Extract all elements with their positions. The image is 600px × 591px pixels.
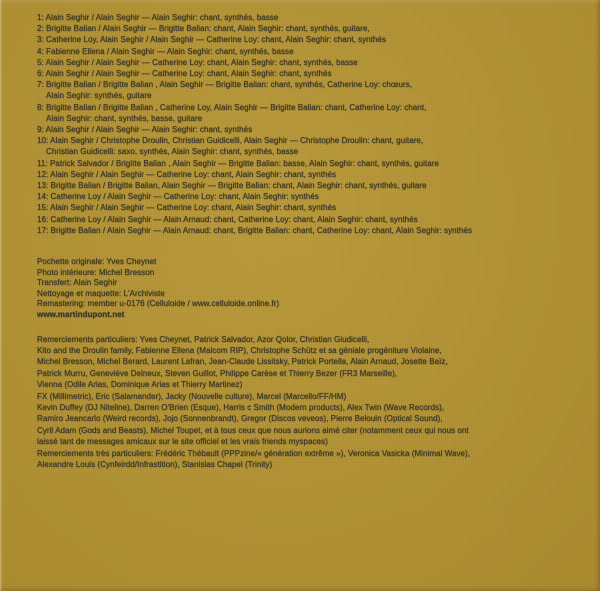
production-credit-line: Pochette originale: Yves Cheynet	[37, 257, 157, 267]
thanks-line-continuation: laissé tant de messages amicaux sur le site officiel et les vrais friends myspaces)	[37, 437, 328, 447]
track-credit-line: 10: Alain Seghir / Christophe Droulin, Christian Guidicelli, Alain Seghir — Christophe Droulin: chant, guitare,	[37, 136, 424, 146]
thanks-line: Vienna (Odile Arias, Dominique Arias et Thierry Martinez)	[37, 380, 243, 390]
thanks-line: Kevin Duffey (DJ Niteline), Darren O'Brien (Esque), Harris c Smith (Modern products), Alex Twin (Wave Records),	[37, 403, 445, 413]
production-credits	[37, 257, 600, 321]
track-credit-line: 17: Brigitte Balian / Alain Seghir — Alain Arnaud: chant, Brigitte Balian: chant, Catherine Loy: chant, Alain Seghir: synthés	[37, 225, 472, 235]
production-credit-line: Nettoyage et maquette: L'Archiviste	[37, 288, 165, 298]
track-credit-line: 8: Brigitte Balian / Brigitte Balian , Catherine Loy, Alain Seghir — Brigitte Balian: chant, Catherine Loy: chant,	[37, 102, 427, 112]
production-credit-line: Remastering: member u-0176 (Celluloide / www.celluloide.online.fr)	[37, 299, 280, 309]
thanks-line: FX (Millimetric), Eric (Salamander), Jacky (Nouvelle culture), Marcel (Marcello/FF/HM)	[37, 391, 347, 401]
track-credit-line: 5: Alain Seghir / Alain Seghir — Catherine Loy: chant, Alain Seghir: chant, synthés, basse	[37, 57, 358, 67]
track-credit-line: 15: Alain Seghir / Alain Seghir — Catherine Loy: chant, Alain Seghir: chant, synthés	[37, 203, 337, 213]
track-credit-line: 1: Alain Seghir / Alain Seghir — Alain Seghir: chant, synthés, basse	[37, 13, 279, 22]
track-credit-line: 12: Alain Seghir / Alain Seghir — Catherine Loy: chant, Alain Seghir: chant, synthés	[37, 169, 337, 179]
thanks-line: Michel Bresson, Michel Berard, Laurent Lafran, Jean-Claude Lissitsky, Patrick Portella, Alain Arnaud, Josette Baïz,	[37, 357, 448, 367]
thanks-line: Remerciements très particuliers: Frédéric Thébault (PPPzine/« génération extrême »), Veronica Vasicka (Minimal Wave),	[37, 448, 470, 458]
production-credit-line: Photo intérieure: Michel Bresson	[37, 267, 155, 277]
track-credit-line: 3: Catherine Loy, Alain Seghir / Alain Seghir — Catherine Loy: chant, Alain Seghir: chant, synthés	[37, 35, 386, 45]
thanks-line: Ramiro Jeancarlo (Weird records), Jojo (Sonnenbrandt), Gregor (Discos veveos), Pierre Belouin (Optical Sound),	[37, 414, 443, 424]
track-credit-line: 7: Brigitte Balian / Brigitte Balian , Alain Seghir — Brigitte Balian: chant, synthés, Catherine Loy: chœurs,	[37, 80, 412, 90]
thanks-credits	[37, 334, 600, 471]
tracklist	[37, 12, 600, 236]
track-credit-line: 6: Alain Seghir / Alain Seghir — Catherine Loy: chant, Alain Seghir: chant, synthés	[37, 69, 332, 79]
track-credit-line-continuation: Alain Seghir: chant, synthés, basse, guitare	[46, 113, 203, 123]
thanks-line: Alexandre Louis (Cynfeirdd/Infrastition), Stanislas Chapel (Trinity)	[37, 460, 273, 470]
thanks-line: Patrick Murru, Geneviève Delneux, Steven Guillot, Philippe Carèse et Thierry Bezer (FR3 Marseille),	[37, 368, 398, 378]
track-credit-line: 13: Brigitte Balian / Brigitte Balian, Alain Seghir — Brigitte Balian: chant, Alain Seghir: chant, synthés, guitare	[37, 181, 427, 191]
track-credit-line: 11: Patrick Salvador / Brigitte Balian , Alain Seghir — Brigitte Balian: basse, Alain Seghir: chant, synthés, guitare	[37, 158, 439, 168]
track-credit-line: 9: Alain Seghir / Alain Seghir — Alain Seghir: chant, synthés	[37, 125, 253, 135]
track-credit-line: 16: Catherine Loy / Alain Seghir — Alain Arnaud: chant, Catherine Loy: chant, Alain Seghir: chant, synthés	[37, 214, 418, 224]
track-credit-line: 2: Brigitte Balian / Alain Seghir — Brigitte Balian: chant, Alain Seghir: chant, synthés, guitare,	[37, 24, 370, 34]
track-credit-line: 14: Catherine Loy / Alain Seghir — Catherine Loy: chant, Alain Seghir: synthés	[37, 192, 319, 202]
thanks-line: Cyril Adam (Gods and Beasts), Michel Toupet, et à tous ceux que nous aurions aimé citer (notamment ceux qui nous ont	[37, 425, 469, 435]
track-credit-line-continuation: Christian Guidicelli: saxo, synthés, Alain Seghir: chant, synthés, basse	[46, 147, 299, 157]
thanks-line: Remerciements particuliers: Yves Cheynet, Patrick Salvador, Azor Qolor, Christian Giudicelli,	[37, 334, 370, 344]
track-credit-line: 4: Fabienne Ellena / Alain Seghir — Alain Seghir: chant, synthés, basse	[37, 46, 294, 56]
thanks-line: Kito and the Droulin family, Fabienne Ellena (Malcom RIP), Christophe Schütz et sa géniale progéniture Violaine,	[37, 346, 442, 356]
website-text: www.martindupont.net	[37, 310, 125, 320]
production-credit-line: Transfert: Alain Seghir	[37, 278, 118, 288]
track-credit-line-continuation: Alain Seghir: synthés, guitare	[46, 91, 152, 101]
